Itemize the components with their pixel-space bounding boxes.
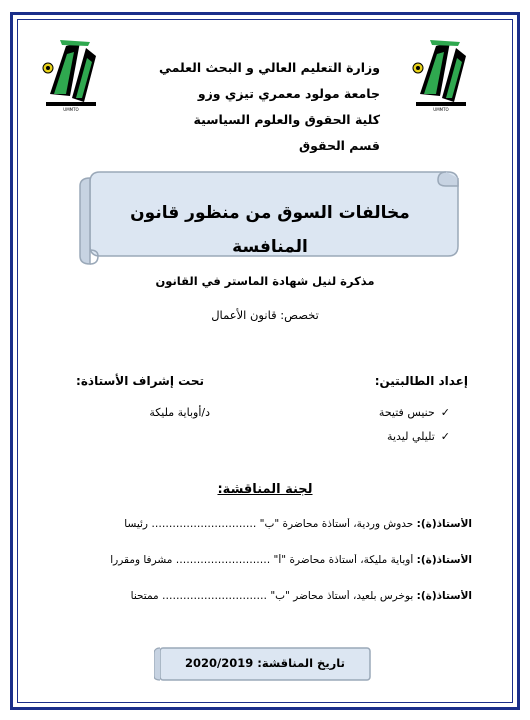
university-name: جامعة مولود معمري تيزي وزو	[197, 86, 380, 101]
check-mark-icon: ✓	[440, 430, 450, 443]
member-details: أوباية مليكة، أستاذة محاضرة "أ" ……………………… مشرفا ومقررا	[110, 554, 414, 566]
specialization: تخصص: قانون الأعمال	[211, 308, 319, 322]
student-name: تليلي ليدية	[387, 430, 435, 443]
svg-text:UMMTO: UMMTO	[63, 107, 79, 112]
faculty-name: كلية الحقوق والعلوم السياسية	[193, 112, 380, 127]
committee-member	[52, 518, 472, 530]
thesis-title: مخالفات السوق من منظور قانون المنافسة	[130, 203, 410, 257]
student-item	[387, 430, 450, 443]
check-mark-icon: ✓	[440, 406, 450, 419]
students-label: إعداد الطالبتين:	[374, 374, 468, 388]
svg-text:UMMTO: UMMTO	[433, 107, 449, 112]
supervisor-name: د/أوباية مليكة	[149, 406, 210, 419]
university-logo-left	[40, 36, 102, 112]
committee-member	[52, 554, 472, 566]
supervisor-label: تحت إشراف الأستاذة:	[76, 374, 204, 388]
committee-member	[52, 590, 472, 602]
committee-title: لجنة المناقشة:	[217, 482, 313, 497]
university-logo-right	[410, 36, 472, 112]
ministry-name: وزارة التعليم العالي و البحث العلمي	[158, 60, 380, 75]
defense-date: تاريخ المناقشة: 2020/2019	[185, 656, 345, 670]
member-label: الأستاذ(ة):	[416, 590, 472, 602]
thesis-purpose: مذكرة لنيل شهادة الماستر في القانون	[155, 274, 375, 288]
member-details: بوخرس بلعيد، أستاذ محاضر "ب" ………………………… ممتحنا	[130, 590, 414, 602]
member-label: الأستاذ(ة):	[416, 518, 472, 530]
student-name: حنيس فتيحة	[378, 406, 435, 419]
department-name: قسم الحقوق	[298, 138, 380, 153]
member-label: الأستاذ(ة):	[416, 554, 472, 566]
student-item	[379, 406, 450, 419]
member-details: حدوش وردية، أستاذة محاضرة "ب" ………………………… رئيسا	[124, 518, 414, 530]
